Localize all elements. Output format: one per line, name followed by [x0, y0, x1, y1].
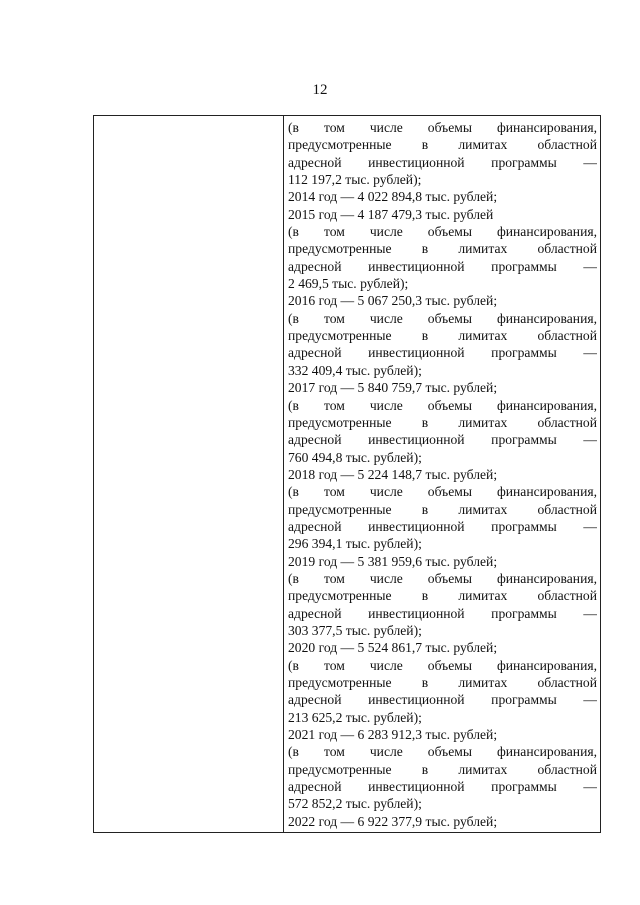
text-line: (в том числе объемы финансирования, — [288, 120, 597, 135]
text-line: адресной инвестиционной программы — — [288, 345, 597, 361]
text-line: 2022 год — 6 922 377,9 тыс. рублей; — [288, 813, 498, 829]
text-line: (в том числе объемы финансирования, — [288, 484, 597, 500]
text-line: 572 852,2 тыс. рублей); — [288, 796, 422, 812]
table-cell-right — [284, 116, 600, 832]
text-line: предусмотренные в лимитах областной — [288, 501, 597, 517]
text-line: предусмотренные в лимитах областной — [288, 137, 597, 153]
text-line: адресной инвестиционной программы — — [288, 779, 597, 795]
text-line: 760 494,8 тыс. рублей); — [288, 449, 422, 465]
text-line: 2 469,5 тыс. рублей); — [288, 276, 409, 292]
text-line: 213 625,2 тыс. рублей); — [288, 709, 422, 725]
text-line: предусмотренные в лимитах областной — [288, 328, 597, 344]
text-line: 2016 год — 5 067 250,3 тыс. рублей; — [288, 293, 498, 309]
text-line: 296 394,1 тыс. рублей); — [288, 536, 422, 552]
text-line: 2014 год — 4 022 894,8 тыс. рублей; — [288, 189, 498, 205]
table-cell-left — [94, 116, 284, 832]
text-line: 2018 год — 5 224 148,7 тыс. рублей; — [288, 466, 498, 482]
page-number: 12 — [312, 82, 328, 98]
text-line: (в том числе объемы финансирования, — [288, 570, 597, 586]
text-line: адресной инвестиционной программы — — [288, 692, 597, 708]
text-line: (в том числе объемы финансирования, — [288, 224, 597, 240]
text-line: (в том числе объемы финансирования, — [288, 744, 597, 760]
text-line: предусмотренные в лимитах областной — [288, 414, 597, 430]
text-line: 2020 год — 5 524 861,7 тыс. рублей; — [288, 640, 498, 656]
text-line: 112 197,2 тыс. рублей); — [288, 172, 422, 188]
text-line: 2021 год — 6 283 912,3 тыс. рублей; — [288, 727, 498, 743]
text-line: адресной инвестиционной программы — — [288, 258, 597, 274]
text-line: (в том числе объемы финансирования, — [288, 657, 597, 673]
text-line: (в том числе объемы финансирования, — [288, 397, 597, 413]
text-line: 332 409,4 тыс. рублей); — [288, 362, 422, 378]
text-line: адресной инвестиционной программы — — [288, 154, 597, 170]
text-line: предусмотренные в лимитах областной — [288, 241, 597, 257]
text-line: адресной инвестиционной программы — — [288, 432, 597, 448]
text-line: (в том числе объемы финансирования, — [288, 310, 597, 326]
text-line: 2015 год — 4 187 479,3 тыс. рублей — [288, 206, 494, 222]
text-line: предусмотренные в лимитах областной — [288, 588, 597, 604]
text-line: адресной инвестиционной программы — — [288, 605, 597, 621]
text-line: 303 377,5 тыс. рублей); — [288, 622, 422, 638]
text-line: 2017 год — 5 840 759,7 тыс. рублей; — [288, 380, 498, 396]
document-table — [93, 115, 601, 833]
text-line: предусмотренные в лимитах областной — [288, 675, 597, 690]
text-line: 2019 год — 5 381 959,6 тыс. рублей; — [288, 553, 498, 569]
text-line: адресной инвестиционной программы — — [288, 518, 597, 534]
text-line: предусмотренные в лимитах областной — [288, 761, 597, 777]
